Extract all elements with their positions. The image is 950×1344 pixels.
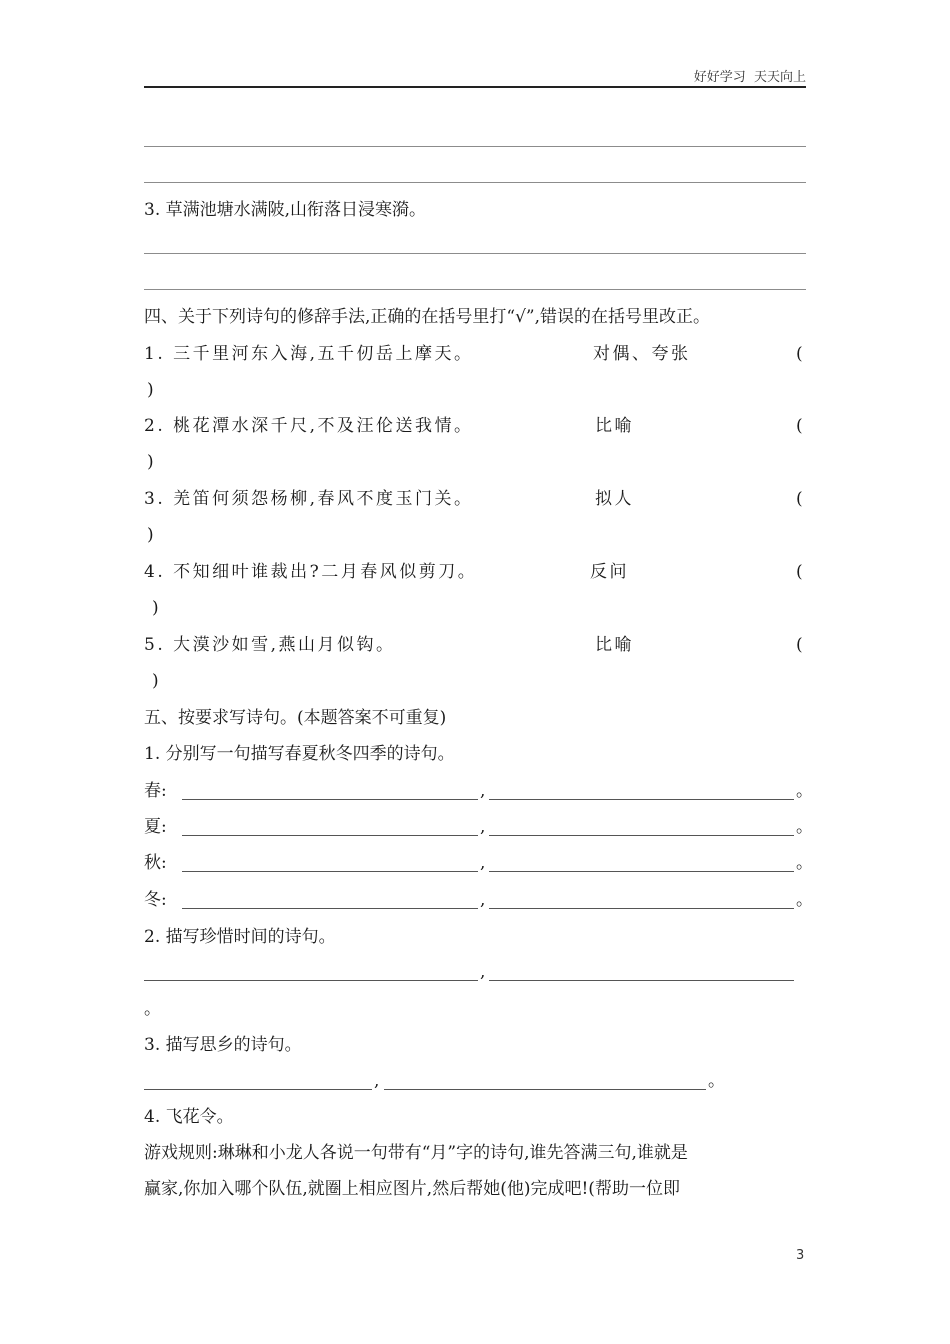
sec4-item-4-open-paren: ( — [796, 562, 803, 582]
season-label-spring: 春: — [144, 781, 167, 801]
sec4-item-3-text: 3. 羌笛何须怨杨柳,春风不度玉门关。 — [144, 489, 474, 509]
period: 。 — [796, 817, 813, 837]
homesick-blank-2[interactable] — [384, 1089, 706, 1090]
period: 。 — [796, 890, 813, 910]
autumn-blank-2[interactable] — [489, 871, 794, 872]
spring-blank-2[interactable] — [489, 799, 794, 800]
sec4-title: 四、关于下列诗句的修辞手法,正确的在括号里打“√”,错误的在括号里改正。 — [144, 307, 711, 327]
sec4-item-4-close-paren: ) — [152, 598, 159, 618]
period: 。 — [796, 853, 813, 873]
sec5-q2: 2. 描写珍惜时间的诗句。 — [144, 927, 336, 947]
comma: , — [480, 890, 486, 910]
period: 。 — [144, 999, 161, 1019]
autumn-blank-1[interactable] — [182, 871, 478, 872]
header-slogan: 好好学习 天天向上 — [693, 70, 806, 85]
answer-line — [144, 146, 806, 147]
spring-blank-1[interactable] — [182, 799, 478, 800]
game-rules-line-2: 赢家,你加入哪个队伍,就圈上相应图片,然后帮她(他)完成吧!(帮助一位即 — [144, 1179, 680, 1199]
sec5-q3: 3. 描写思乡的诗句。 — [144, 1035, 302, 1055]
sec4-item-5-device: 比喻 — [595, 635, 634, 655]
sec5-title: 五、按要求写诗句。(本题答案不可重复) — [144, 708, 447, 728]
sec5-q1: 1. 分别写一句描写春夏秋冬四季的诗句。 — [144, 744, 455, 764]
comma: , — [374, 1071, 380, 1091]
time-blank-2[interactable] — [489, 980, 794, 981]
season-label-winter: 冬: — [144, 890, 167, 910]
time-blank-1[interactable] — [144, 980, 478, 981]
page-number: 3 — [796, 1248, 805, 1263]
header-divider — [144, 86, 806, 88]
sec5-q4: 4. 飞花令。 — [144, 1107, 234, 1127]
answer-line — [144, 182, 806, 183]
sec4-item-1-text: 1. 三千里河东入海,五千仞岳上摩天。 — [144, 344, 474, 364]
sec4-item-4-device: 反问 — [590, 562, 629, 582]
sec4-item-5-close-paren: ) — [152, 671, 159, 691]
answer-line — [144, 253, 806, 254]
sec4-item-3-device: 拟人 — [595, 489, 634, 509]
sec4-item-5-open-paren: ( — [796, 635, 803, 655]
season-label-summer: 夏: — [144, 817, 167, 837]
sec4-item-2-text: 2. 桃花潭水深千尺,不及汪伦送我情。 — [144, 416, 474, 436]
comma: , — [480, 817, 486, 837]
sec4-item-3-close-paren: ) — [147, 525, 154, 545]
sec4-item-1-device: 对偶、夸张 — [593, 344, 691, 364]
comma: , — [480, 962, 486, 982]
sec4-item-2-close-paren: ) — [147, 452, 154, 472]
sec4-item-1-close-paren: ) — [147, 380, 154, 400]
sec4-item-5-text: 5. 大漠沙如雪,燕山月似钩。 — [144, 635, 396, 655]
comma: , — [480, 853, 486, 873]
season-label-autumn: 秋: — [144, 853, 167, 873]
winter-blank-1[interactable] — [182, 908, 478, 909]
sec4-item-1-open-paren: ( — [796, 344, 803, 364]
answer-line — [144, 289, 806, 290]
period: 。 — [796, 781, 813, 801]
comma: , — [480, 781, 486, 801]
game-rules-line-1: 游戏规则:琳琳和小龙人各说一句带有“月”字的诗句,谁先答满三句,谁就是 — [144, 1143, 688, 1163]
winter-blank-2[interactable] — [489, 908, 794, 909]
homesick-blank-1[interactable] — [144, 1089, 372, 1090]
sec4-item-2-open-paren: ( — [796, 416, 803, 436]
period: 。 — [708, 1071, 725, 1091]
sec3-item-3: 3. 草满池塘水满陂,山衔落日浸寒漪。 — [144, 200, 427, 220]
summer-blank-2[interactable] — [489, 835, 794, 836]
summer-blank-1[interactable] — [182, 835, 478, 836]
sec4-item-4-text: 4. 不知细叶谁裁出?二月春风似剪刀。 — [144, 562, 478, 582]
sec4-item-2-device: 比喻 — [595, 416, 634, 436]
sec4-item-3-open-paren: ( — [796, 489, 803, 509]
